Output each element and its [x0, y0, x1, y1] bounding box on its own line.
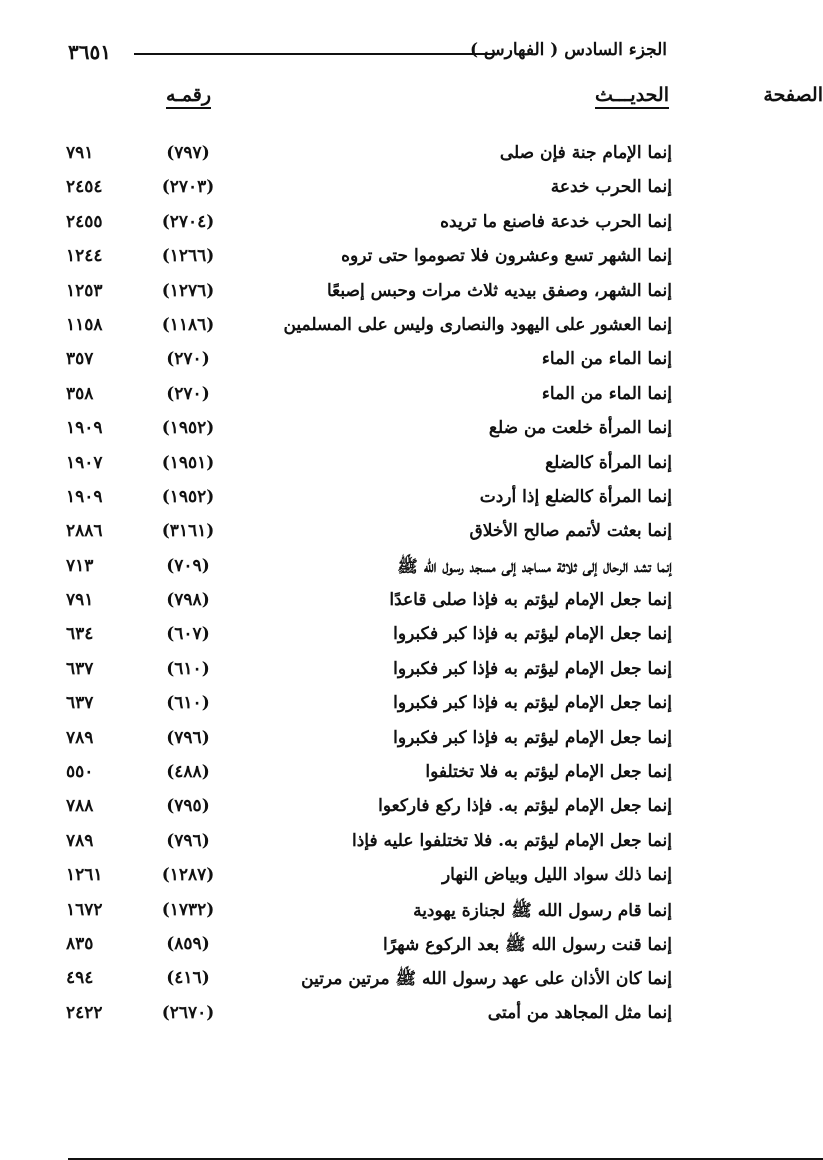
- hadith-number: (٤١٦): [166, 968, 210, 989]
- hadith-number: (٢٧٠٤): [161, 211, 215, 232]
- table-row: [0, 517, 755, 551]
- hadith-number: (٢٦٧٠): [161, 1002, 215, 1023]
- table-row: [0, 311, 755, 345]
- hadith-number: (٦٠٧): [166, 624, 210, 645]
- hadith-number: (٣١٦١): [161, 521, 215, 542]
- hadith-number: (٧٩٦): [166, 727, 210, 748]
- table-row: [0, 414, 755, 448]
- table-row: [0, 930, 755, 964]
- hadith-text: إنما جعل الإمام ليؤتم به فإذا صلى قاعدًا: [389, 590, 672, 611]
- hadith-text: إنما الحرب خدعة: [550, 177, 672, 198]
- page-ref: ٧٩١: [66, 590, 94, 611]
- hadith-text: إنما جعل الإمام ليؤتم به فإذا كبر فكبروا: [393, 727, 672, 748]
- hadith-text: إنما قام رسول الله ﷺ لجنازة يهودية: [413, 900, 672, 921]
- hadith-number: (٢٧٠): [166, 383, 210, 404]
- hadith-number: (٢٧٠٣): [161, 177, 215, 198]
- hadith-number: (٦١٠): [166, 693, 210, 714]
- table-row: [0, 964, 755, 998]
- page-ref: ٦٣٤: [66, 624, 94, 645]
- page-ref: ١٩٠٩: [66, 418, 103, 439]
- hadith-text: إنما جعل الإمام ليؤتم به فإذا كبر فكبروا: [393, 658, 672, 679]
- page-ref: ٣٥٧: [66, 349, 94, 370]
- page-ref: ٥٥٠: [66, 762, 94, 783]
- page-ref: ٢٤٥٥: [66, 211, 103, 232]
- page-ref: ٢٤٢٢: [66, 1002, 103, 1023]
- hadith-number: (٦١٠): [166, 658, 210, 679]
- hadith-number: (٧٠٩): [166, 555, 210, 576]
- table-row: [0, 896, 755, 930]
- page-ref: ٧٨٨: [66, 796, 94, 817]
- page-ref: ١٢٤٤: [66, 246, 103, 267]
- hadith-number: (١٢٧٦): [161, 280, 215, 301]
- hadith-number: (١٢٨٧): [161, 865, 215, 886]
- hadith-number: (١٩٥٢): [161, 418, 215, 439]
- table-row: [0, 724, 755, 758]
- table-row: [0, 792, 755, 826]
- page-ref: ٣٥٨: [66, 383, 94, 404]
- page-ref: ١٢٦١: [66, 865, 103, 886]
- table-row: [0, 449, 755, 483]
- hadith-text: إنما الشهر تسع وعشرون فلا تصوموا حتى تروه: [341, 246, 672, 267]
- table-row: [0, 655, 755, 689]
- column-header-hadith: الحديـــث: [595, 84, 669, 109]
- page-ref: ٤٩٤: [66, 968, 94, 989]
- hadith-text: إنما قنت رسول الله ﷺ بعد الركوع شهرًا: [383, 934, 672, 955]
- page-ref: ٧٨٩: [66, 830, 94, 851]
- table-row: [0, 552, 755, 586]
- table-row: [0, 173, 755, 207]
- hadith-text: إنما الماء من الماء: [541, 349, 672, 370]
- page-ref: ٢٤٥٤: [66, 177, 103, 198]
- hadith-number: (٧٩٨): [166, 590, 210, 611]
- hadith-text: إنما تشد الرحال إلى ثلاثة مساجد إلى مسجد رسول الله ﷺ: [397, 556, 672, 577]
- hadith-text: إنما جعل الإمام ليؤتم به فإذا كبر فكبروا: [393, 624, 672, 645]
- page-ref: ٢٨٨٦: [66, 521, 103, 542]
- table-row: [0, 827, 755, 861]
- table-row: [0, 689, 755, 723]
- page-ref: ١٩٠٩: [66, 486, 103, 507]
- table-row: [0, 586, 755, 620]
- hadith-text: إنما الإمام جنة فإن صلى: [499, 143, 672, 163]
- hadith-number: (٧٩٥): [166, 796, 210, 817]
- hadith-number: (٤٨٨): [166, 762, 210, 783]
- hadith-text: إنما مثل المجاهد من أمتى: [487, 1002, 672, 1023]
- hadith-number: (١٢٦٦): [161, 246, 215, 267]
- column-header-page: الصفحة: [68, 84, 823, 1160]
- hadith-text: إنما جعل الإمام ليؤتم به فإذا كبر فكبروا: [393, 693, 672, 714]
- page-ref: ١١٥٨: [66, 314, 103, 335]
- hadith-text: إنما ذلك سواد الليل وبياض النهار: [441, 865, 672, 886]
- hadith-number: (٨٥٩): [166, 933, 210, 954]
- table-row: [0, 483, 755, 517]
- hadith-number: (١٩٥٢): [161, 486, 215, 507]
- hadith-number: (١٩٥١): [161, 452, 215, 473]
- table-row: [0, 345, 755, 379]
- hadith-text: إنما العشور على اليهود والنصارى وليس على المسلمين: [283, 314, 672, 335]
- hadith-text: إنما الماء من الماء: [541, 383, 672, 404]
- page-ref: ١٩٠٧: [66, 452, 103, 473]
- index-table: [0, 139, 755, 1033]
- hadith-text: إنما كان الأذان على عهد رسول الله ﷺ مرتين مرتين: [301, 969, 672, 990]
- table-row: [0, 380, 755, 414]
- page-ref: ٧١٣: [66, 555, 94, 576]
- table-row: [0, 999, 755, 1033]
- table-row: [0, 139, 755, 173]
- hadith-text: إنما المرأة كالضلع إذا أردت: [479, 486, 672, 507]
- hadith-text: إنما جعل الإمام ليؤتم به. فلا تختلفوا عليه فإذا: [352, 830, 672, 851]
- hadith-text: إنما المرأة خلعت من ضلع: [488, 418, 672, 439]
- page-ref: ١٢٥٣: [66, 280, 103, 301]
- table-row: [0, 277, 755, 311]
- hadith-text: إنما الحرب خدعة فاصنع ما تريده: [440, 211, 672, 232]
- hadith-number: (٧٩٧): [166, 143, 210, 163]
- page-number: ٣٦٥١: [68, 40, 111, 64]
- table-row: [0, 620, 755, 654]
- hadith-text: إنما جعل الإمام ليؤتم به فلا تختلفوا: [425, 762, 672, 783]
- page-ref: ١٦٧٢: [66, 899, 103, 920]
- hadith-text: إنما الشهر، وصفق بيديه ثلاث مرات وحبس إصبعًا: [327, 280, 672, 301]
- hadith-number: (٢٧٠): [166, 349, 210, 370]
- table-row: [0, 242, 755, 276]
- hadith-number: (١٧٣٢): [161, 899, 215, 920]
- header-rule: [134, 53, 496, 55]
- table-row: [0, 861, 755, 895]
- page-ref: ٨٣٥: [66, 933, 94, 954]
- column-header-number: رقمـه: [166, 84, 211, 109]
- table-row: [0, 758, 755, 792]
- hadith-number: (٧٩٦): [166, 830, 210, 851]
- table-row: [0, 208, 755, 242]
- page-ref: ٧٩١: [66, 143, 94, 163]
- page-ref: ٧٨٩: [66, 727, 94, 748]
- hadith-text: إنما المرأة كالضلع: [545, 452, 672, 473]
- hadith-text: إنما بعثت لأتمم صالح الأخلاق: [469, 521, 672, 542]
- hadith-number: (١١٨٦): [161, 314, 215, 335]
- page-ref: ٦٣٧: [66, 658, 94, 679]
- running-header-title: الجزء السادس ( الفهارس ): [469, 40, 667, 60]
- hadith-text: إنما جعل الإمام ليؤتم به. فإذا ركع فاركعوا: [378, 796, 672, 817]
- page-ref: ٦٣٧: [66, 693, 94, 714]
